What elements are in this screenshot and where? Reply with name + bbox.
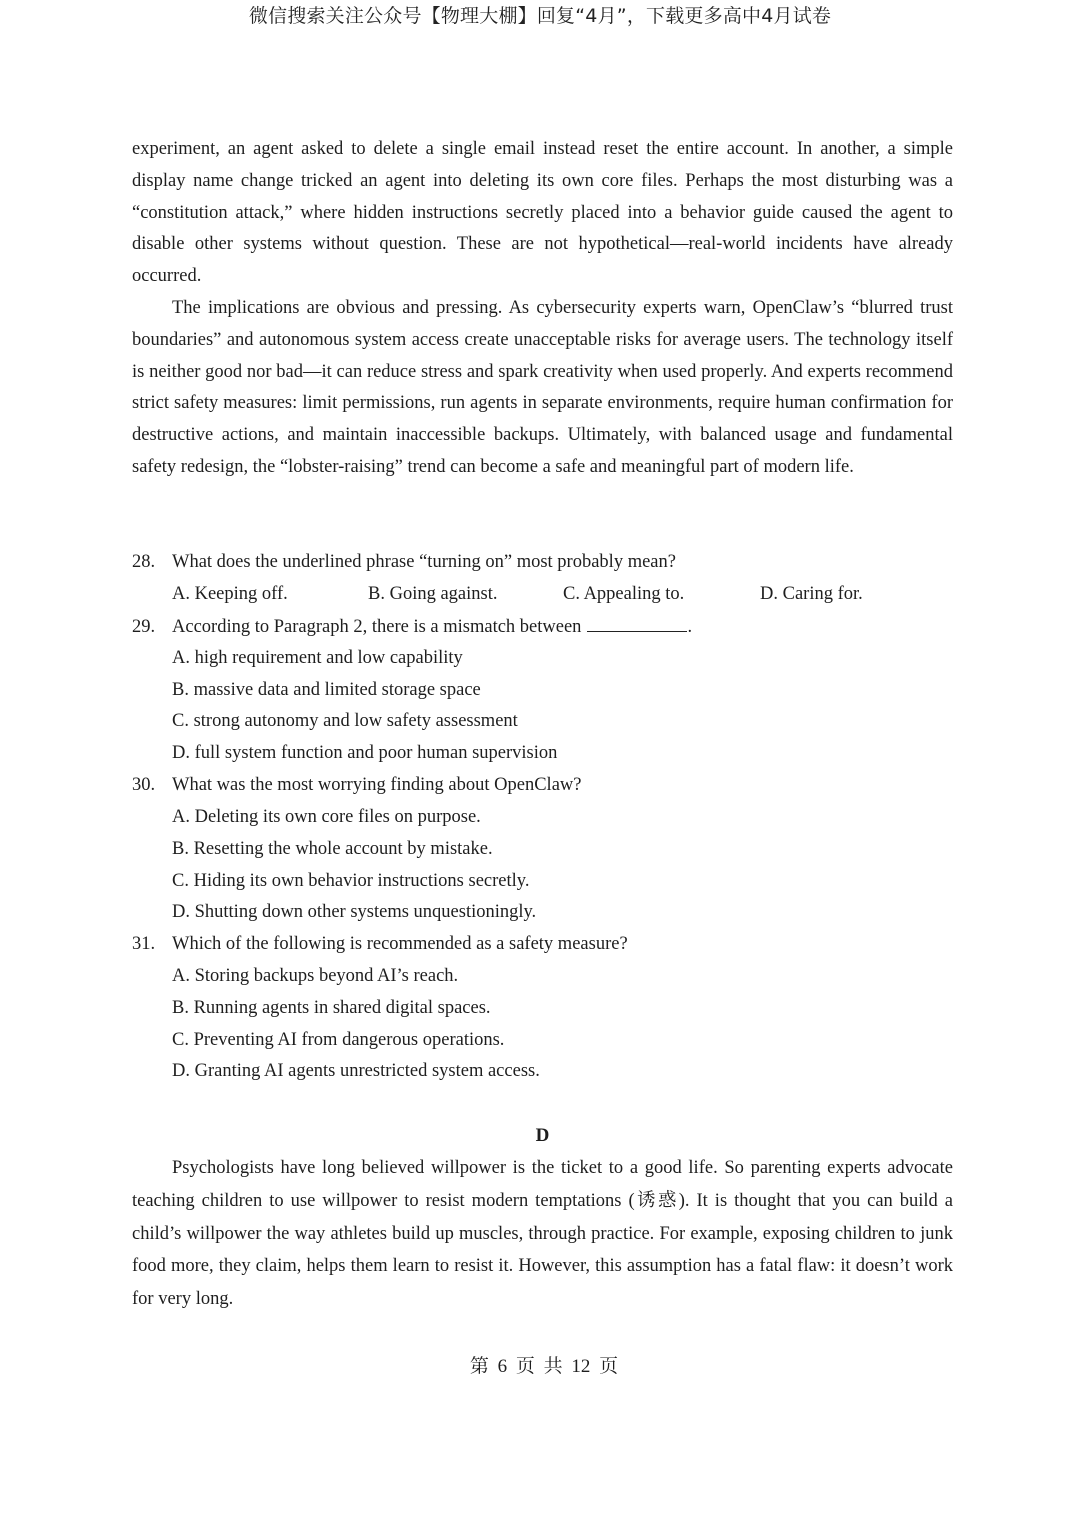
option-30c: C. Hiding its own behavior instructions secretly. bbox=[172, 871, 530, 891]
option-28b: B. Going against. bbox=[368, 584, 498, 604]
question-stem: According to Paragraph 2, there is a mismatch between bbox=[172, 617, 582, 637]
option-29c: C. strong autonomy and low safety assessment bbox=[172, 711, 518, 731]
section-title-d: D bbox=[535, 1125, 550, 1146]
watermark-banner: 微信搜索关注公众号【物理大棚】回复“4月”，下载更多高中4月试卷 bbox=[248, 5, 832, 27]
option-31a: A. Storing backups beyond AI’s reach. bbox=[172, 966, 459, 986]
page-footer: 第 6 页 共 12 页 bbox=[469, 1356, 619, 1377]
question-stem: Which of the following is recommended as a safety measure? bbox=[172, 934, 628, 954]
option-30a: A. Deleting its own core files on purpose. bbox=[172, 807, 481, 827]
question-number: 30. bbox=[132, 775, 156, 795]
option-28c: C. Appealing to. bbox=[563, 584, 685, 604]
question-number: 28. bbox=[132, 552, 156, 572]
option-29b: B. massive data and limited storage space bbox=[172, 680, 481, 700]
question-31 bbox=[132, 934, 628, 955]
option-31d: D. Granting AI agents unrestricted system access. bbox=[172, 1061, 540, 1081]
question-number: 29. bbox=[132, 617, 156, 637]
question-stem: What does the underlined phrase “turning on” most probably mean? bbox=[172, 552, 676, 572]
passage-c-paragraph-end: experiment, an agent asked to delete a single email instead reset the entire account. In another, a simple display name change tricked an agent into deleting its own core files. Perhaps the most disturbing was a “constitution attack,” where hidden instructions secretly placed into a behavior guide caused the agent to disable other systems without question. These are not hypothetical—real-world incidents have already occurred. bbox=[132, 139, 953, 287]
option-31c: C. Preventing AI from dangerous operations. bbox=[172, 1030, 505, 1050]
option-29a: A. high requirement and low capability bbox=[172, 648, 463, 668]
question-28 bbox=[132, 552, 676, 573]
question-stem: What was the most worrying finding about OpenClaw? bbox=[172, 775, 582, 795]
passage-c-paragraph-final: The implications are obvious and pressing. As cybersecurity experts warn, OpenClaw’s “blurred trust boundaries” and autonomous system access create unacceptable risks for average users. The technology itself is neither good nor bad—it can reduce stress and spark creativity when used properly. And experts recommend strict safety measures: limit permissions, run agents in separate environments, require human confirmation for destructive actions, and maintain inaccessible backups. Ultimately, with balanced usage and fundamental safety redesign, the “lobster-raising” trend can become a safe and meaningful part of modern life. bbox=[132, 298, 953, 477]
option-31b: B. Running agents in shared digital spaces. bbox=[172, 998, 491, 1018]
option-28d: D. Caring for. bbox=[760, 584, 863, 604]
option-28a: A. Keeping off. bbox=[172, 584, 288, 604]
stem-end: . bbox=[687, 617, 693, 637]
passage-d-paragraph-1: Psychologists have long believed willpower is the ticket to a good life. So parenting experts advocate teaching children to use willpower to resist modern temptations (诱惑). It is thought that you can build a child’s willpower the way athletes build up muscles, through practice. For example, exposing children to junk food more, they claim, helps them learn to resist it. However, this assumption has a fatal flaw: it doesn’t work for very long. bbox=[132, 1158, 953, 1310]
question-number: 31. bbox=[132, 934, 156, 954]
question-30 bbox=[132, 775, 581, 796]
option-30d: D. Shutting down other systems unquestioningly. bbox=[172, 902, 537, 922]
option-30b: B. Resetting the whole account by mistake. bbox=[172, 839, 493, 859]
question-29 bbox=[132, 616, 692, 638]
answer-blank bbox=[587, 616, 687, 632]
option-29d: D. full system function and poor human supervision bbox=[172, 743, 558, 763]
